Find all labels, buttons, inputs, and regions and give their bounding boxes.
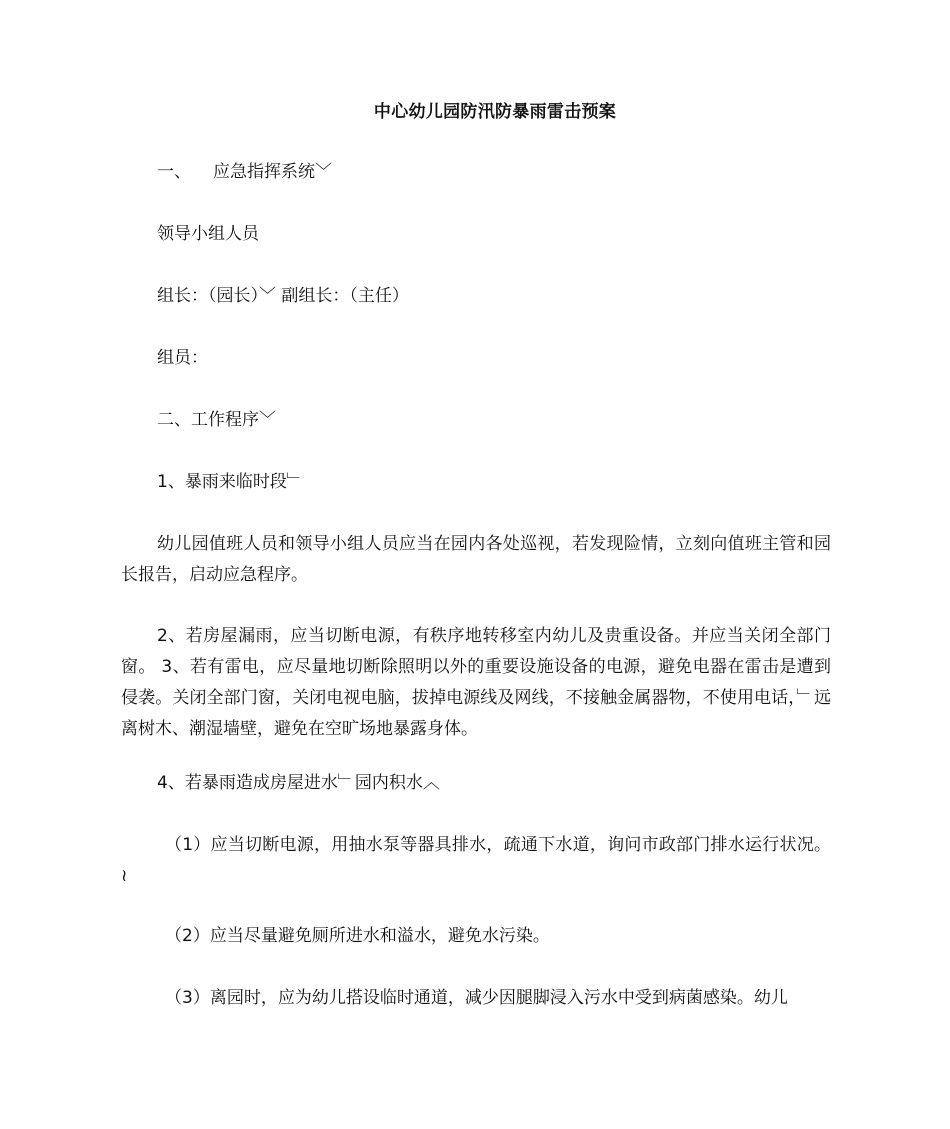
document-title: 中心幼儿园防汛防暴雨雷击预案	[373, 102, 617, 122]
toilet-paragraph: （2）应当尽量避免厕所进水和溢水，避免水污染。	[165, 926, 550, 946]
leak-lightning-paragraph: 2、若房屋漏雨，应当切断电源，有秩序地转移室内幼儿及贵重设备。并应当关闭全部门窗。 3、若有雷电，应尽量地切断除照明以外的重要设施设备的电源，避免电器在雷击是遭到侵袭。关闭全部门窗，关闭电视电脑，拔掉电源线及网线，不接触金属器物，不使用电话，﹂远离树木、潮湿墙壁，避免在空旷场地暴露身体。	[121, 626, 831, 739]
temporary-path-paragraph: （3）离园时，应为幼儿搭设临时通道，减少因腿脚浸入污水中受到病菌感染。幼儿	[165, 988, 788, 1008]
step-four-heading: 4、若暴雨造成房屋进水﹂园内积水︿	[157, 773, 440, 793]
members-label: 组员：	[157, 348, 208, 368]
section-two-heading: 二、工作程序﹀	[157, 410, 276, 430]
heads-line: 组长：（园长）﹀ 副组长：（主任）	[157, 286, 409, 306]
section-one-number: 一、	[157, 162, 191, 182]
step-one-heading: 1、暴雨来临时段﹂	[157, 472, 304, 492]
section-one-heading	[121, 157, 831, 188]
section-one-title: 应急指挥系统﹀	[213, 162, 332, 182]
patrol-paragraph: 幼儿园值班人员和领导小组人员应当在园内各处巡视，若发现险情，立刻向值班主管和园长报告，启动应急程序。	[121, 534, 831, 585]
leaders-label: 领导小组人员	[157, 224, 259, 244]
pump-paragraph: （1）应当切断电源，用抽水泵等器具排水，疏通下水道，询问市政部门排水运行状况。 ≀	[121, 835, 831, 886]
